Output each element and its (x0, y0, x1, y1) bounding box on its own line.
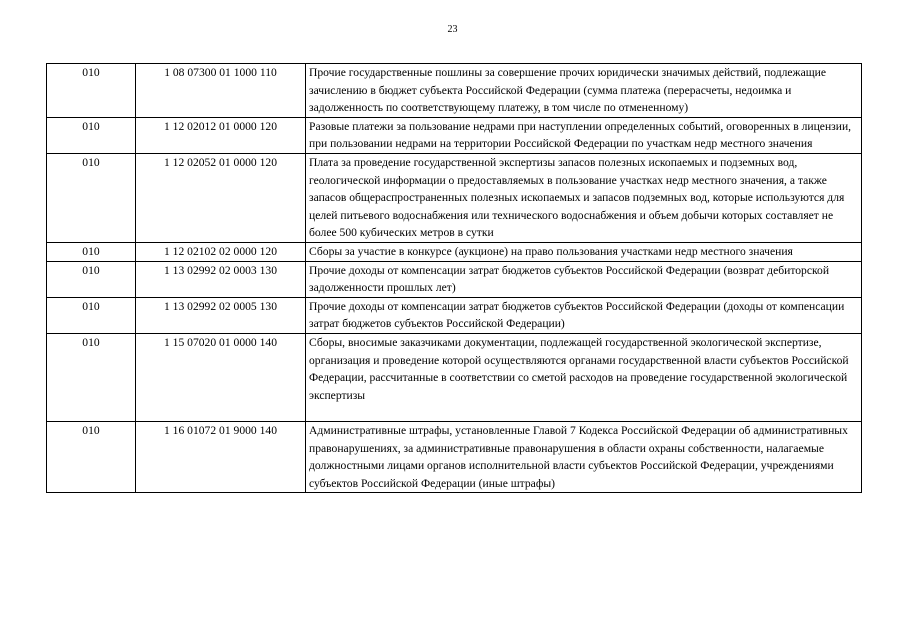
table-row (47, 117, 862, 153)
table-row (47, 261, 862, 297)
admin-code-cell: 010 (47, 153, 136, 242)
admin-code-cell: 010 (47, 64, 136, 118)
budget-code-cell: 1 12 02102 02 0000 120 (136, 242, 306, 261)
budget-code-cell: 1 12 02012 01 0000 120 (136, 117, 306, 153)
table-row (47, 242, 862, 261)
revenue-name-cell: Сборы за участие в конкурсе (аукционе) на право пользования участками недр местного значения (306, 242, 862, 261)
budget-code-cell: 1 08 07300 01 1000 110 (136, 64, 306, 118)
table-row (47, 153, 862, 242)
revenue-name-cell: Разовые платежи за пользование недрами при наступлении определенных событий, оговоренных в лицензии, при пользовании недрами на территории Российской Федерации по участкам недр местного значения (306, 117, 862, 153)
budget-code-cell: 1 13 02992 02 0003 130 (136, 261, 306, 297)
revenue-name-cell: Прочие государственные пошлины за совершение прочих юридически значимых действий, подлежащие зачислению в бюджет субъекта Российской Федерации (сумма платежа (перерасчеты, недоимка и задолженность по соответствующему платежу, в том числе по отмененному) (306, 64, 862, 118)
revenue-name-cell: Плата за проведение государственной экспертизы запасов полезных ископаемых и подземных вод, геологической информации о предоставляемых в пользование участках недр местного значения, а также запасов общераспространенных полезных ископаемых и запасов подземных вод, которые используются для целей питьевого водоснабжения или технического водоснабжения и объем добычи которых составляет не более 500 кубических метров в сутки (306, 153, 862, 242)
admin-code-cell: 010 (47, 117, 136, 153)
admin-code-cell: 010 (47, 261, 136, 297)
admin-code-cell: 010 (47, 297, 136, 333)
page-number: 23 (447, 24, 458, 35)
revenue-name-cell: Сборы, вносимые заказчиками документации, подлежащей государственной экологической экспертизе, организация и проведение которой осуществляются органами государственной власти субъектов Российской Федерации, рассчитанные в соответствии со сметой расходов на проведение государственной экологической экспертизы (306, 333, 862, 421)
admin-code-cell: 010 (47, 333, 136, 421)
table-row (47, 297, 862, 333)
revenue-name-cell: Административные штрафы, установленные Главой 7 Кодекса Российской Федерации об административных правонарушениях, за административные правонарушения в области охраны собственности, налагаемые должностными лицами органов исполнительной власти субъектов Российской Федерации, учреждениями субъектов Российской Федерации (иные штрафы) (306, 421, 862, 492)
admin-code-cell: 010 (47, 421, 136, 492)
revenue-codes-table (46, 63, 862, 493)
table-row (47, 421, 862, 492)
budget-code-cell: 1 13 02992 02 0005 130 (136, 297, 306, 333)
admin-code-cell: 010 (47, 242, 136, 261)
budget-code-cell: 1 16 01072 01 9000 140 (136, 421, 306, 492)
revenue-name-cell: Прочие доходы от компенсации затрат бюджетов субъектов Российской Федерации (доходы от компенсации затрат бюджетов субъектов Российской Федерации) (306, 297, 862, 333)
table-row (47, 64, 862, 118)
budget-code-cell: 1 15 07020 01 0000 140 (136, 333, 306, 421)
revenue-name-cell: Прочие доходы от компенсации затрат бюджетов субъектов Российской Федерации (возврат дебиторской задолженности прошлых лет) (306, 261, 862, 297)
table-row (47, 333, 862, 421)
budget-code-cell: 1 12 02052 01 0000 120 (136, 153, 306, 242)
